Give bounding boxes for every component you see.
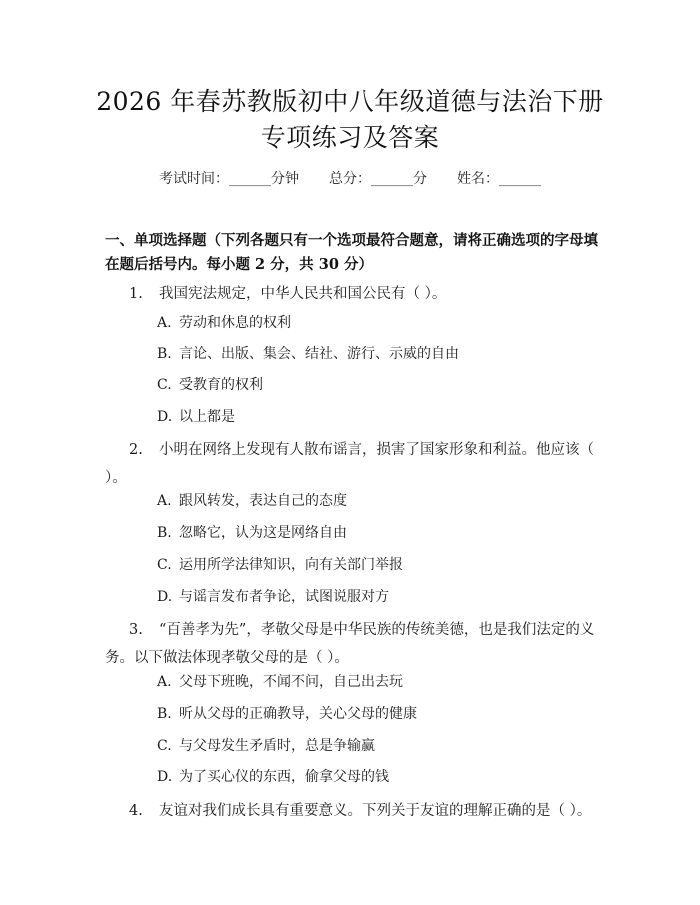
question-text: 我国宪法规定，中华人民共和国公民有（ ）。 xyxy=(159,286,447,302)
question-4 xyxy=(105,797,602,825)
question-3-option-a xyxy=(157,672,597,692)
question-number: 2. xyxy=(129,442,143,458)
option-letter: C. xyxy=(157,738,172,754)
total-score-field: 总分：______分 xyxy=(329,171,427,187)
option-letter: B. xyxy=(157,525,172,541)
option-letter: D. xyxy=(157,589,173,605)
option-text: 与父母发生矛盾时，总是争输赢 xyxy=(179,738,375,754)
question-2-option-b xyxy=(157,523,597,543)
question-2-option-c xyxy=(157,555,597,575)
option-letter: C. xyxy=(157,377,172,393)
option-text: 劳动和休息的权利 xyxy=(179,315,291,331)
option-text: 受教育的权利 xyxy=(179,377,263,393)
question-1-option-b xyxy=(157,344,597,364)
option-letter: A. xyxy=(157,674,172,690)
page-title: 2026 年春苏教版初中八年级道德与法治下册 xyxy=(96,87,604,116)
question-3 xyxy=(105,616,602,672)
question-2 xyxy=(105,436,602,492)
question-1 xyxy=(105,280,602,308)
option-letter: B. xyxy=(157,346,172,362)
option-text: 听从父母的正确教导，关心父母的健康 xyxy=(179,706,417,722)
option-letter: C. xyxy=(157,557,172,573)
option-letter: D. xyxy=(157,769,173,785)
question-1-option-c xyxy=(157,375,597,395)
option-letter: B. xyxy=(157,706,172,722)
option-text: 为了买心仪的东西，偷拿父母的钱 xyxy=(179,769,389,785)
option-text: 跟风转发，表达自己的态度 xyxy=(179,493,347,509)
question-text: 友谊对我们成长具有重要意义。下列关于友谊的理解正确的是（ ）。 xyxy=(159,803,592,819)
question-number: 4. xyxy=(129,803,143,819)
option-text: 忽略它，认为这是网络自由 xyxy=(179,525,347,541)
page-subtitle: 专项练习及答案 xyxy=(260,123,440,152)
option-text: 以上都是 xyxy=(179,409,235,425)
question-number: 3. xyxy=(129,622,143,638)
question-3-option-b xyxy=(157,704,597,724)
question-1-option-d xyxy=(157,407,597,427)
section-heading-single-choice: 一、单项选择题（下列各题只有一个选项最符合题意，请将正确选项的字母填在题后括号内。每小题 2 分，共 30 分） xyxy=(105,232,598,273)
question-3-option-c xyxy=(157,736,597,756)
option-text: 言论、出版、集会、结社、游行、示威的自由 xyxy=(179,346,459,362)
option-text: 父母下班晚，不闻不问，自己出去玩 xyxy=(179,674,403,690)
option-letter: D. xyxy=(157,409,173,425)
question-number: 1. xyxy=(129,286,143,302)
exam-time-field: 考试时间：______分钟 xyxy=(159,171,299,187)
option-text: 运用所学法律知识，向有关部门举报 xyxy=(179,557,403,573)
question-2-option-d xyxy=(157,587,597,607)
question-text: “百善孝为先”，孝敬父母是中华民族的传统美德，也是我们法定的义务。以下做法体现孝敬父母的是（ ）。 xyxy=(105,622,595,666)
question-2-option-a xyxy=(157,491,597,511)
question-text: 小明在网络上发现有人散布谣言，损害了国家形象和利益。他应该（ ）。 xyxy=(105,442,594,486)
question-1-option-a xyxy=(157,313,597,333)
option-letter: A. xyxy=(157,493,172,509)
question-3-option-d xyxy=(157,767,597,787)
option-letter: A. xyxy=(157,315,172,331)
student-name-field: 姓名：______ xyxy=(457,171,541,187)
exam-meta-line xyxy=(0,168,700,188)
option-text: 与谣言发布者争论，试图说服对方 xyxy=(179,589,389,605)
